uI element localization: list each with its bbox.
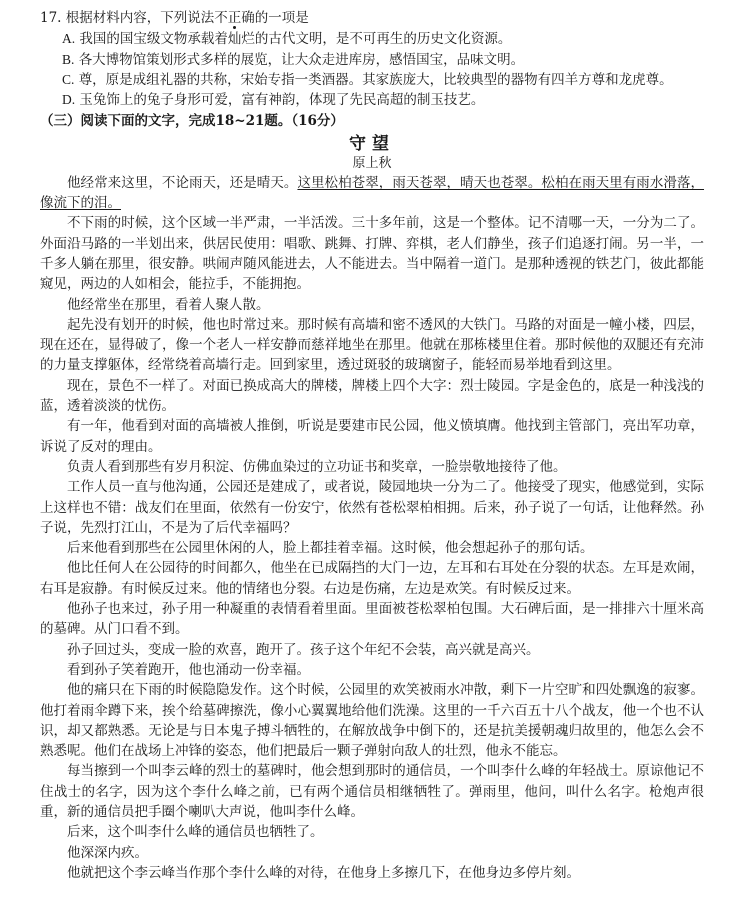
section-heading: （三）阅读下面的文字，完成18~21题。（16分） <box>40 113 344 130</box>
option-c: C. 尊，原是成组礼器的共称，宋始专指一类酒器。其家族庞大，比较典型的器物有四羊方尊和龙虎尊。 <box>62 71 673 88</box>
article-paragraph: 后来，这个叫李什么峰的通信员也牺牲了。 <box>67 824 324 841</box>
article-paragraph: 起先没有划开的时候，他也时常过来。那时候有高墙和密不透风的大铁门。马路的对面是一幢小楼，四层，现在还在，显得破了，像一个老人一样安静而慈祥地坐在那里。他就在那栋楼里住着。那时候他的双腿还有充沛的力量支撑躯体，经常绕着高墙行走。回到家里，透过斑驳的玻璃窗子，能轻而易举地看到这里。 <box>40 316 704 374</box>
option-a: A. 我国的国宝级文物承载着灿烂的古代文明，是不可再生的历史文化资源。 <box>62 31 512 48</box>
article-paragraph: 他经常坐在那里，看着人聚人散。 <box>67 296 270 313</box>
article-paragraph: 有一年，他看到对面的高墙被人推倒，听说是要建市民公园，他义愤填膺。他找到主管部门，亮出军功章，诉说了反对的理由。 <box>40 418 704 455</box>
article-paragraph: 工作人员一直与他沟通，公园还是建成了，或者说，陵园地块一分为二了。他接受了现实，他感觉到，实际上这样也不错：战友们在里面，依然有一份安宁，依然有苍松翠柏相拥。后来，孙子说了一句话，让他释然。孙子说，先烈打江山，不是为了后代幸福吗？ <box>40 479 704 536</box>
article-paragraph: 他孙子也来过，孙子用一种凝重的表情看着里面。里面被苍松翠柏包围。大石碑后面，是一排排六十厘米高的墓碑。从门口看不到。 <box>40 601 704 638</box>
article-paragraph: 负责人看到那些有岁月积淀、仿佛血染过的立功证书和奖章，一脸崇敬地接待了他。 <box>67 458 567 475</box>
article-paragraph: 每当擦到一个叫李云峰的烈士的墓碑时，他会想到那时的通信员，一个叫李什么峰的年轻战士。原谅他记不住战士的名字，因为这个李什么峰之前，已有两个通信员相继牺牲了。弹雨里，他问，叫什么名字。枪炮声很重，新的通信员把手圈个喇叭大声说，他叫李什么峰。 <box>40 763 704 820</box>
article-paragraph: 后来他看到那些在公园里休闲的人，脸上都挂着幸福。这时候，他会想起孙子的那句话。 <box>67 540 594 557</box>
article-paragraph-1: 他经常来这里，不论雨天，还是晴天。这里松柏苍翠，雨天苍翠，晴天也苍翠。松柏在雨天里有雨水滑落，像流下的泪。 <box>40 174 705 212</box>
article-paragraph: 他比任何人在公园待的时间都久，他坐在已成隔挡的大门一边，左耳和右耳处在分裂的状态。左耳是欢闹，右耳是寂静。有时候反过来。他的情绪也分裂。右边是伤痛，左边是欢笑。有时候反过来。 <box>40 560 704 597</box>
emphasis-not-correct: 不正确 <box>214 10 255 26</box>
underlined-sentence: 这里松柏苍翠，雨天苍翠，晴天也苍翠。松柏在雨天里有雨水滑落，像流下的泪。 <box>40 174 705 212</box>
article-paragraph: 他深深内疚。 <box>67 844 148 861</box>
article-paragraph: 现在，景色不一样了。对面已换成高大的牌楼，牌楼上四个大字：烈士陵园。字是金色的，底是一种浅浅的蓝，透着淡淡的忧伤。 <box>40 377 704 415</box>
article-paragraph: 他就把这个李云峰当作那个李什么峰的对待，在他身上多擦几下，在他身边多停片刻。 <box>67 864 580 881</box>
article-title: 守望 <box>349 133 395 154</box>
article-body <box>40 213 704 883</box>
question-17-stem: 17. 根据材料内容，下列说法不正确的一项是 <box>40 10 309 26</box>
article-paragraph: 不下雨的时候，这个区域一半严肃，一半活泼。三十多年前，这是一个整体。记不清哪一天，一分为二了。外面沿马路的一半划出来，供居民使用：唱歌、跳舞、打牌、弈棋，老人们静坐，孩子们追逐打闹。另一半，一千多人躺在那里，很安静。哄闹声随风能进去，人不能进去。当中隔着一道门。是那种透视的铁艺门，彼此都能窥见，两边的人如相会，能拉手，不能拥抱。 <box>40 215 704 293</box>
article-paragraph: 他的痛只在下雨的时候隐隐发作。这个时候，公园里的欢笑被雨水冲散，剩下一片空旷和四处飘逸的寂寥。他打着雨伞蹲下来，挨个给墓碑擦洗，像小心翼翼地给他们洗澡。这里的一千六百五十八个战友，他一个也不认识，却又都熟悉。无论是与日本鬼子搏斗牺牲的，在解放战争中倒下的，还是抗美援朝魂归故里的，他怎么会不熟悉呢。他们在战场上冲锋的姿态，他们把最后一颗子弹射向敌人的壮烈，他永不能忘。 <box>40 682 704 760</box>
article-paragraph: 看到孙子笑着跑开，他也涌动一份幸福。 <box>67 661 310 678</box>
option-b: B. 各大博物馆策划形式多样的展览，让大众走进库房，感悟国宝，品味文明。 <box>62 51 525 68</box>
option-d: D. 玉兔饰上的兔子身形可爱，富有神韵，体现了先民高超的制玉技艺。 <box>62 92 485 109</box>
article-author: 原上秋 <box>352 155 392 171</box>
article-paragraph: 孙子回过头，变成一脸的欢喜，跑开了。孩子这个年纪不会装，高兴就是高兴。 <box>67 641 540 658</box>
